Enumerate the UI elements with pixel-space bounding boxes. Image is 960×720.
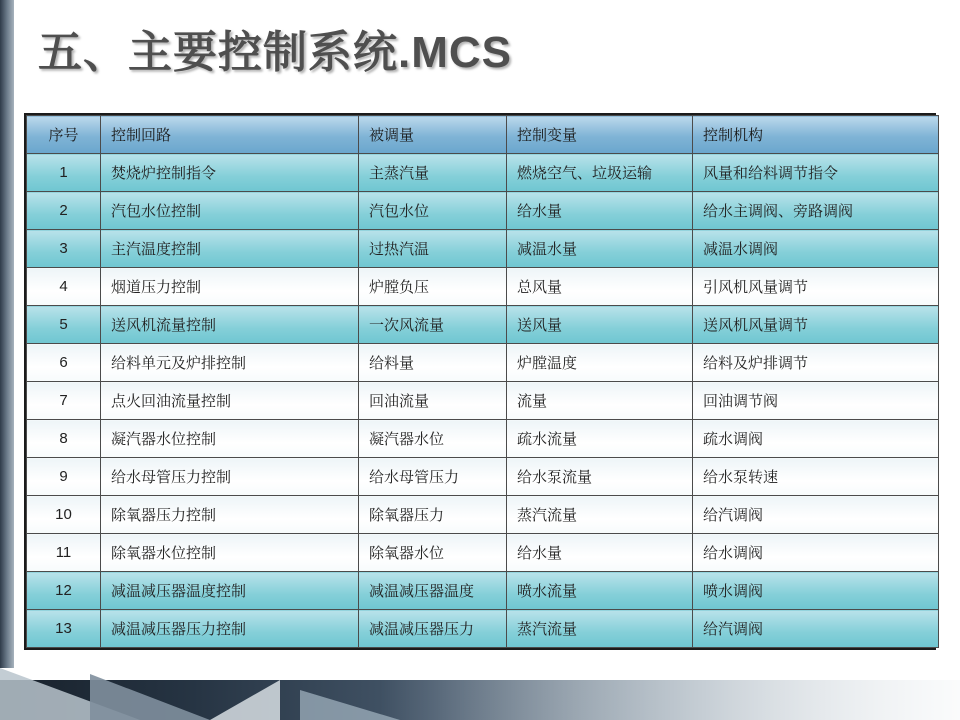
bottom-decorative-band <box>0 668 960 720</box>
cell-manipulated-variable: 喷水流量 <box>507 572 693 610</box>
table-header <box>27 116 939 154</box>
cell-controlled-variable: 汽包水位 <box>359 192 507 230</box>
cell-actuator: 给汽调阀 <box>693 496 939 534</box>
bottom-band-triangle-2 <box>90 674 210 720</box>
cell-actuator: 引风机风量调节 <box>693 268 939 306</box>
cell-actuator: 给汽调阀 <box>693 610 939 648</box>
cell-controlled-variable: 除氧器压力 <box>359 496 507 534</box>
cell-actuator: 给水调阀 <box>693 534 939 572</box>
cell-actuator: 给水主调阀、旁路调阀 <box>693 192 939 230</box>
cell-index: 2 <box>27 192 101 230</box>
cell-manipulated-variable: 减温水量 <box>507 230 693 268</box>
table-row <box>27 572 939 610</box>
table-row <box>27 268 939 306</box>
cell-loop: 汽包水位控制 <box>101 192 359 230</box>
cell-controlled-variable: 过热汽温 <box>359 230 507 268</box>
table-row <box>27 344 939 382</box>
bottom-band-triangle-4 <box>300 690 400 720</box>
cell-loop: 给料单元及炉排控制 <box>101 344 359 382</box>
cell-loop: 焚烧炉控制指令 <box>101 154 359 192</box>
cell-loop: 除氧器水位控制 <box>101 534 359 572</box>
bottom-band-sweep <box>380 680 960 720</box>
bottom-band-triangle-3 <box>210 680 280 720</box>
cell-actuator: 回油调节阀 <box>693 382 939 420</box>
header-cell-manipulated-variable: 控制变量 <box>507 116 693 154</box>
cell-controlled-variable: 炉膛负压 <box>359 268 507 306</box>
cell-index: 4 <box>27 268 101 306</box>
table-row <box>27 534 939 572</box>
cell-manipulated-variable: 炉膛温度 <box>507 344 693 382</box>
table-row <box>27 192 939 230</box>
cell-index: 1 <box>27 154 101 192</box>
cell-loop: 减温减压器温度控制 <box>101 572 359 610</box>
table-row <box>27 382 939 420</box>
cell-loop: 烟道压力控制 <box>101 268 359 306</box>
cell-index: 5 <box>27 306 101 344</box>
table-row <box>27 420 939 458</box>
cell-loop: 主汽温度控制 <box>101 230 359 268</box>
cell-actuator: 喷水调阀 <box>693 572 939 610</box>
cell-loop: 除氧器压力控制 <box>101 496 359 534</box>
cell-controlled-variable: 除氧器水位 <box>359 534 507 572</box>
cell-controlled-variable: 给水母管压力 <box>359 458 507 496</box>
header-cell-index: 序号 <box>27 116 101 154</box>
cell-manipulated-variable: 给水量 <box>507 534 693 572</box>
cell-index: 12 <box>27 572 101 610</box>
cell-loop: 送风机流量控制 <box>101 306 359 344</box>
cell-controlled-variable: 一次风流量 <box>359 306 507 344</box>
cell-manipulated-variable: 流量 <box>507 382 693 420</box>
cell-loop: 点火回油流量控制 <box>101 382 359 420</box>
cell-loop: 给水母管压力控制 <box>101 458 359 496</box>
cell-index: 11 <box>27 534 101 572</box>
table-row <box>27 610 939 648</box>
table-body <box>27 154 939 648</box>
cell-index: 3 <box>27 230 101 268</box>
cell-controlled-variable: 给料量 <box>359 344 507 382</box>
cell-index: 10 <box>27 496 101 534</box>
left-decorative-band <box>0 0 18 720</box>
cell-loop: 凝汽器水位控制 <box>101 420 359 458</box>
table-header-row <box>27 116 939 154</box>
cell-actuator: 风量和给料调节指令 <box>693 154 939 192</box>
header-cell-actuator: 控制机构 <box>693 116 939 154</box>
cell-controlled-variable: 减温减压器温度 <box>359 572 507 610</box>
cell-actuator: 给料及炉排调节 <box>693 344 939 382</box>
table-row <box>27 306 939 344</box>
table-row <box>27 496 939 534</box>
table-row <box>27 458 939 496</box>
cell-manipulated-variable: 蒸汽流量 <box>507 496 693 534</box>
page-title: 五、主要控制系统.MCS <box>38 28 512 77</box>
cell-manipulated-variable: 给水量 <box>507 192 693 230</box>
cell-controlled-variable: 回油流量 <box>359 382 507 420</box>
cell-index: 6 <box>27 344 101 382</box>
cell-index: 13 <box>27 610 101 648</box>
table-row <box>27 154 939 192</box>
header-cell-loop: 控制回路 <box>101 116 359 154</box>
cell-controlled-variable: 减温减压器压力 <box>359 610 507 648</box>
cell-actuator: 疏水调阀 <box>693 420 939 458</box>
cell-manipulated-variable: 疏水流量 <box>507 420 693 458</box>
cell-actuator: 给水泵转速 <box>693 458 939 496</box>
cell-manipulated-variable: 蒸汽流量 <box>507 610 693 648</box>
table-row <box>27 230 939 268</box>
cell-controlled-variable: 主蒸汽量 <box>359 154 507 192</box>
left-band-highlight <box>14 0 18 720</box>
cell-actuator: 送风机风量调节 <box>693 306 939 344</box>
control-systems-table <box>24 113 936 650</box>
cell-manipulated-variable: 燃烧空气、垃圾运输 <box>507 154 693 192</box>
cell-index: 8 <box>27 420 101 458</box>
cell-manipulated-variable: 送风量 <box>507 306 693 344</box>
mcs-table <box>26 115 939 648</box>
header-cell-controlled-variable: 被调量 <box>359 116 507 154</box>
cell-controlled-variable: 凝汽器水位 <box>359 420 507 458</box>
cell-loop: 减温减压器压力控制 <box>101 610 359 648</box>
cell-actuator: 减温水调阀 <box>693 230 939 268</box>
cell-index: 9 <box>27 458 101 496</box>
cell-index: 7 <box>27 382 101 420</box>
cell-manipulated-variable: 给水泵流量 <box>507 458 693 496</box>
cell-manipulated-variable: 总风量 <box>507 268 693 306</box>
